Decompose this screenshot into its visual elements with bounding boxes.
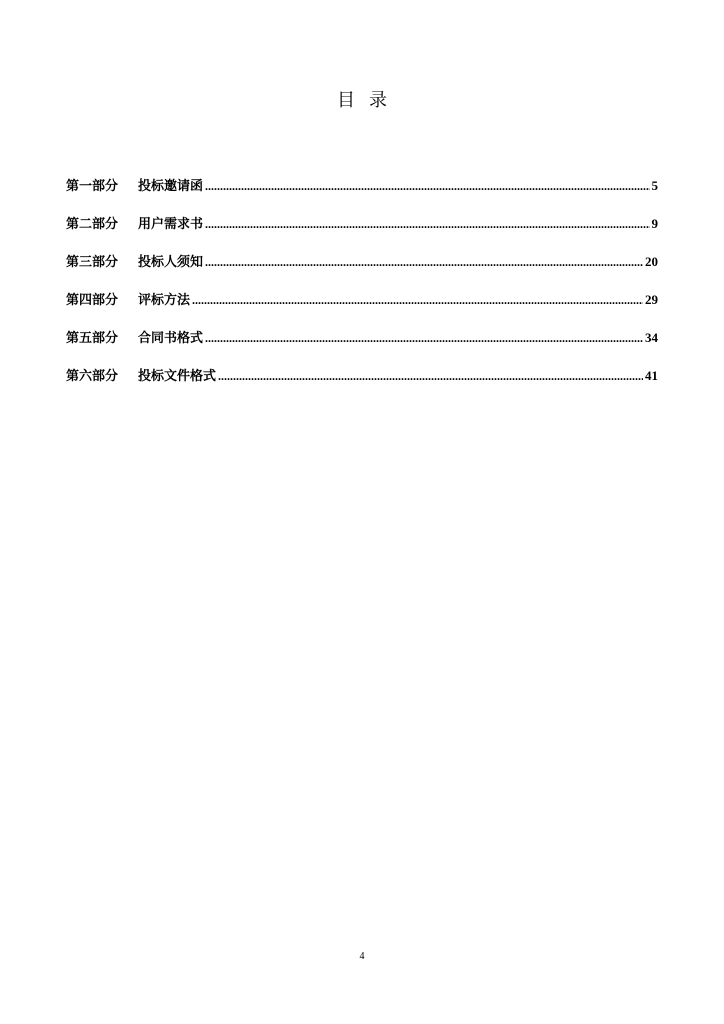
toc-page-number: 41 — [645, 368, 658, 383]
title-char-2: 录 — [369, 90, 387, 111]
toc-page-number: 9 — [651, 216, 658, 231]
toc-entry[interactable] — [66, 365, 658, 403]
footer-page-number: 4 — [359, 951, 365, 962]
toc-dot-leader — [205, 255, 643, 270]
toc-section-name: 投标文件格式 — [138, 369, 217, 384]
toc-part-label: 第六部分 — [66, 369, 119, 384]
toc-page-number: 20 — [645, 254, 658, 269]
title-char-1: 目 — [337, 90, 355, 111]
toc-entry[interactable] — [66, 213, 658, 251]
toc-part-label: 第二部分 — [66, 217, 119, 232]
toc-entry[interactable] — [66, 327, 658, 365]
toc-dot-leader — [205, 179, 649, 194]
toc-section-name: 合同书格式 — [138, 331, 204, 346]
toc-section-name: 用户需求书 — [138, 217, 204, 232]
toc-part-label: 第五部分 — [66, 331, 119, 346]
table-of-contents — [66, 175, 658, 403]
toc-section-name: 评标方法 — [138, 293, 191, 308]
toc-part-label: 第四部分 — [66, 293, 119, 308]
toc-dot-leader — [218, 369, 643, 384]
toc-dot-leader — [205, 331, 643, 346]
toc-part-label: 第一部分 — [66, 179, 119, 194]
toc-entry[interactable] — [66, 251, 658, 289]
toc-section-name: 投标人须知 — [138, 255, 204, 270]
toc-part-label: 第三部分 — [66, 255, 119, 270]
toc-entry[interactable] — [66, 175, 658, 213]
toc-page-number: 5 — [651, 178, 658, 193]
toc-entry[interactable] — [66, 289, 658, 327]
toc-dot-leader — [205, 217, 649, 232]
toc-page-number: 34 — [645, 330, 658, 345]
toc-page-number: 29 — [645, 292, 658, 307]
toc-dot-leader — [192, 293, 643, 308]
toc-section-name: 投标邀请函 — [138, 179, 204, 194]
page-title — [0, 89, 724, 113]
